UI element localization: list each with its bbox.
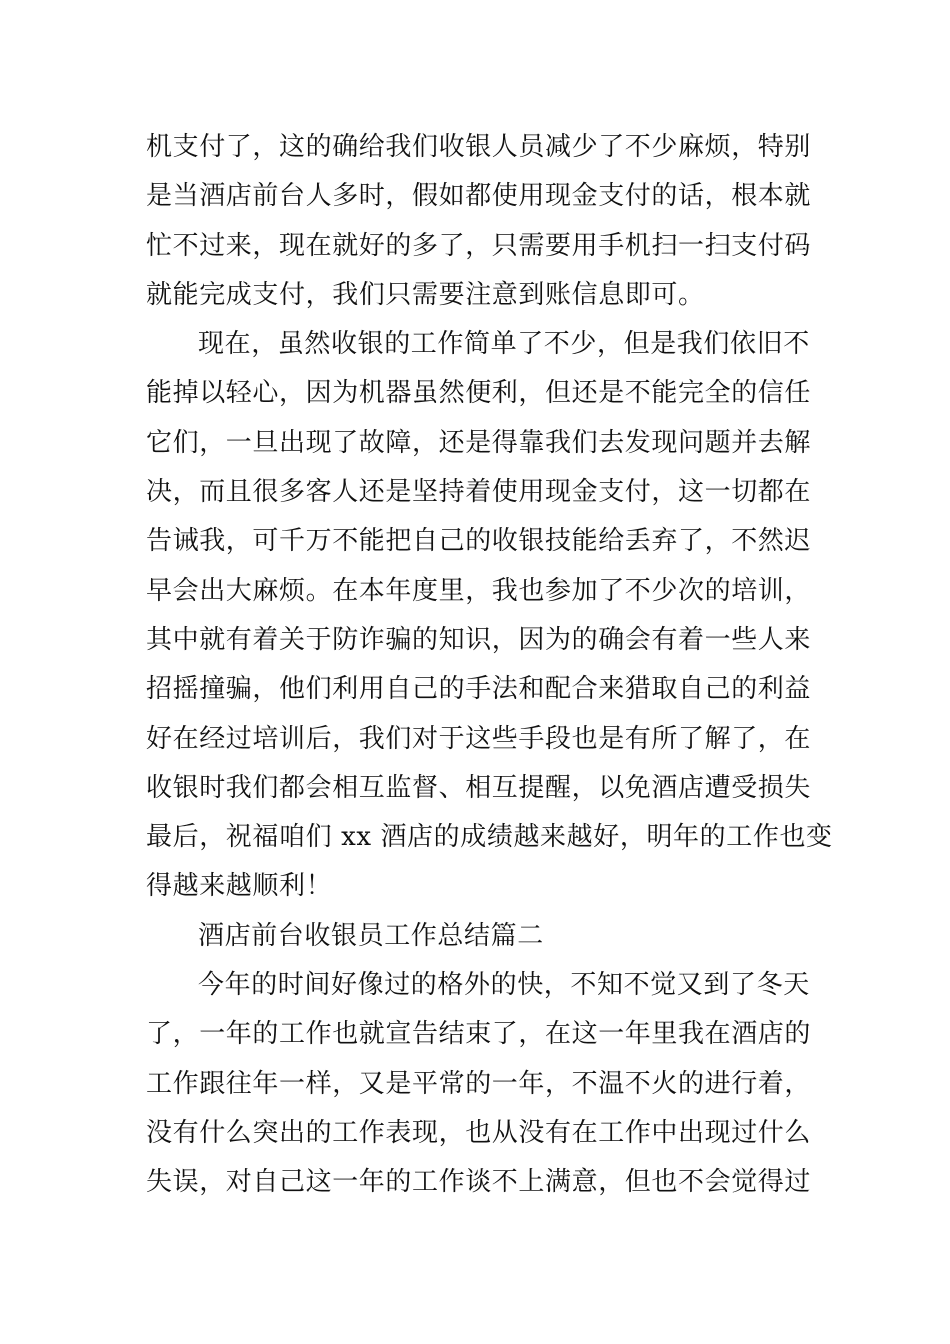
text-line: 好在经过培训后，我们对于这些手段也是有所了解了，在 <box>146 723 812 754</box>
text-line: 机支付了，这的确给我们收银人员减少了不少麻烦，特别 <box>146 132 812 162</box>
text-line: 招摇撞骗，他们利用自己的手法和配合来猎取自己的利益 <box>146 674 812 705</box>
text-line: 最后，祝福咱们 xx 酒店的成绩越来越好，明年的工作也变 <box>146 822 833 853</box>
text-line: 早会出大麻烦。在本年度里，我也参加了不少次的培训， <box>146 575 812 606</box>
text-line: 告诫我，可千万不能把自己的收银技能给丢弃了，不然迟 <box>146 526 812 557</box>
text-line: 是当酒店前台人多时，假如都使用现金支付的话，根本就 <box>146 181 812 212</box>
text-line: 了，一年的工作也就宣告结束了，在这一年里我在酒店的 <box>146 1019 812 1050</box>
text-line: 就能完成支付，我们只需要注意到账信息即可。 <box>146 279 705 310</box>
paragraph-start-line: 现在，虽然收银的工作简单了不少，但是我们依旧不 <box>198 329 810 360</box>
text-line: 失误，对自己这一年的工作谈不上满意，但也不会觉得过 <box>146 1167 812 1198</box>
document-body <box>146 123 833 1208</box>
section-heading: 酒店前台收银员工作总结篇二 <box>198 920 544 951</box>
text-line: 忙不过来，现在就好的多了，只需要用手机扫一扫支付码 <box>146 230 812 261</box>
text-line: 得越来越顺利！ <box>146 871 333 902</box>
text-line: 其中就有着关于防诈骗的知识，因为的确会有着一些人来 <box>146 624 812 655</box>
text-line: 它们，一旦出现了故障，还是得靠我们去发现问题并去解 <box>146 427 812 458</box>
text-line: 没有什么突出的工作表现，也从没有在工作中出现过什么 <box>146 1117 812 1148</box>
text-line: 决，而且很多客人还是坚持着使用现金支付，这一切都在 <box>146 477 812 508</box>
text-line: 工作跟往年一样，又是平常的一年，不温不火的进行着， <box>146 1068 812 1099</box>
text-line: 能掉以轻心，因为机器虽然便利，但还是不能完全的信任 <box>146 378 812 409</box>
paragraph-start-line: 今年的时间好像过的格外的快，不知不觉又到了冬天 <box>198 970 810 1001</box>
text-line: 收银时我们都会相互监督、相互提醒，以免酒店遭受损失 <box>146 772 812 803</box>
